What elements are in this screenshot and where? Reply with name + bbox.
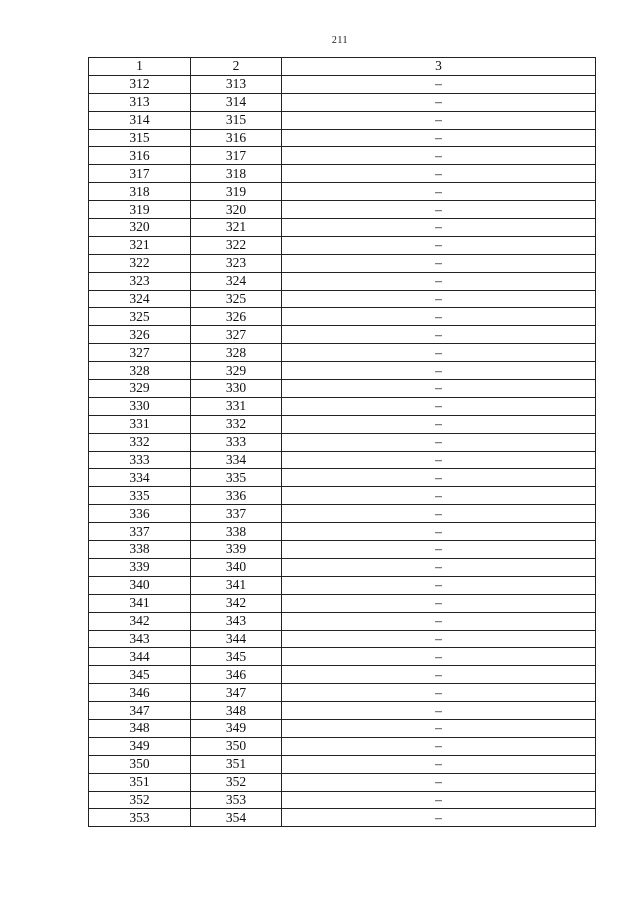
table-cell-col-2: 316 bbox=[191, 129, 282, 147]
table-cell-col-2: 314 bbox=[191, 93, 282, 111]
table-cell-col-1: 344 bbox=[89, 648, 191, 666]
table-cell-col-3: – bbox=[282, 111, 596, 129]
table-cell-col-3: – bbox=[282, 433, 596, 451]
table-cell-col-2: 318 bbox=[191, 165, 282, 183]
table-row bbox=[89, 558, 596, 576]
table-cell-col-3: – bbox=[282, 165, 596, 183]
table-row bbox=[89, 630, 596, 648]
table-cell-col-3: – bbox=[282, 755, 596, 773]
table-cell-col-1: 335 bbox=[89, 487, 191, 505]
table-cell-col-3: – bbox=[282, 129, 596, 147]
table-cell-col-3: – bbox=[282, 487, 596, 505]
table-cell-col-3: – bbox=[282, 236, 596, 254]
table-cell-col-1: 323 bbox=[89, 272, 191, 290]
table-cell-col-2: 333 bbox=[191, 433, 282, 451]
table-row bbox=[89, 272, 596, 290]
table-cell-col-1: 336 bbox=[89, 505, 191, 523]
table-cell-col-1: 330 bbox=[89, 397, 191, 415]
table-cell-col-3: – bbox=[282, 93, 596, 111]
table-row bbox=[89, 773, 596, 791]
table-cell-col-2: 322 bbox=[191, 236, 282, 254]
table-cell-col-1: 346 bbox=[89, 684, 191, 702]
table-cell-col-2: 340 bbox=[191, 558, 282, 576]
table-cell-col-3: – bbox=[282, 523, 596, 541]
table-cell-col-1: 316 bbox=[89, 147, 191, 165]
table-cell-col-2: 349 bbox=[191, 719, 282, 737]
table-cell-col-3: – bbox=[282, 344, 596, 362]
table-cell-col-3: – bbox=[282, 380, 596, 398]
table-cell-col-3: – bbox=[282, 254, 596, 272]
table-cell-col-1: 331 bbox=[89, 415, 191, 433]
table-cell-col-3: – bbox=[282, 415, 596, 433]
table-row bbox=[89, 93, 596, 111]
table-cell-col-2: 345 bbox=[191, 648, 282, 666]
table-cell-col-1: 348 bbox=[89, 719, 191, 737]
table-row bbox=[89, 791, 596, 809]
table-cell-col-3: – bbox=[282, 272, 596, 290]
table-cell-col-1: 334 bbox=[89, 469, 191, 487]
table-cell-col-1: 321 bbox=[89, 236, 191, 254]
table-cell-col-3: – bbox=[282, 612, 596, 630]
table-row bbox=[89, 469, 596, 487]
table-cell-col-3: – bbox=[282, 397, 596, 415]
table-cell-col-2: 342 bbox=[191, 594, 282, 612]
table-cell-col-1: 343 bbox=[89, 630, 191, 648]
page-number: 211 bbox=[331, 35, 349, 46]
table-row bbox=[89, 737, 596, 755]
table-cell-col-3: – bbox=[282, 147, 596, 165]
table-cell-col-1: 347 bbox=[89, 702, 191, 720]
table-cell-col-2: 329 bbox=[191, 362, 282, 380]
table-row bbox=[89, 612, 596, 630]
table-cell-col-3: – bbox=[282, 737, 596, 755]
table-cell-col-3: – bbox=[282, 773, 596, 791]
table-body bbox=[89, 75, 596, 826]
table-row bbox=[89, 344, 596, 362]
table-cell-col-3: – bbox=[282, 505, 596, 523]
table-row bbox=[89, 147, 596, 165]
table-row bbox=[89, 183, 596, 201]
table-cell-col-2: 336 bbox=[191, 487, 282, 505]
table-row bbox=[89, 666, 596, 684]
table-cell-col-1: 322 bbox=[89, 254, 191, 272]
table-cell-col-1: 312 bbox=[89, 75, 191, 93]
table-row bbox=[89, 541, 596, 559]
table-cell-col-2: 313 bbox=[191, 75, 282, 93]
table-row bbox=[89, 362, 596, 380]
table-cell-col-2: 344 bbox=[191, 630, 282, 648]
table-cell-col-1: 328 bbox=[89, 362, 191, 380]
table-row bbox=[89, 594, 596, 612]
table-row bbox=[89, 165, 596, 183]
table-cell-col-3: – bbox=[282, 666, 596, 684]
table-cell-col-3: – bbox=[282, 719, 596, 737]
table-cell-col-2: 320 bbox=[191, 201, 282, 219]
table-row bbox=[89, 219, 596, 237]
table-cell-col-2: 325 bbox=[191, 290, 282, 308]
table-row bbox=[89, 684, 596, 702]
table-header-row bbox=[89, 58, 596, 76]
table-cell-col-2: 319 bbox=[191, 183, 282, 201]
table-cell-col-1: 342 bbox=[89, 612, 191, 630]
table-cell-col-1: 349 bbox=[89, 737, 191, 755]
table-cell-col-2: 346 bbox=[191, 666, 282, 684]
table-cell-col-1: 338 bbox=[89, 541, 191, 559]
table-row bbox=[89, 719, 596, 737]
table-cell-col-2: 315 bbox=[191, 111, 282, 129]
table-cell-col-2: 341 bbox=[191, 576, 282, 594]
table-cell-col-1: 324 bbox=[89, 290, 191, 308]
table-cell-col-3: – bbox=[282, 290, 596, 308]
table-cell-col-3: – bbox=[282, 469, 596, 487]
table-cell-col-1: 329 bbox=[89, 380, 191, 398]
table-cell-col-2: 350 bbox=[191, 737, 282, 755]
table-cell-col-3: – bbox=[282, 75, 596, 93]
table-row bbox=[89, 254, 596, 272]
table-cell-col-1: 314 bbox=[89, 111, 191, 129]
data-table bbox=[88, 57, 596, 827]
table-cell-col-3: – bbox=[282, 576, 596, 594]
table-cell-col-3: – bbox=[282, 558, 596, 576]
table-cell-col-2: 335 bbox=[191, 469, 282, 487]
table-cell-col-3: – bbox=[282, 201, 596, 219]
table-cell-col-1: 325 bbox=[89, 308, 191, 326]
table-row bbox=[89, 648, 596, 666]
table-cell-col-2: 330 bbox=[191, 380, 282, 398]
table-cell-col-3: – bbox=[282, 326, 596, 344]
table-row bbox=[89, 576, 596, 594]
table-cell-col-2: 327 bbox=[191, 326, 282, 344]
table-cell-col-2: 351 bbox=[191, 755, 282, 773]
table-cell-col-2: 337 bbox=[191, 505, 282, 523]
table-row bbox=[89, 75, 596, 93]
table-cell-col-1: 340 bbox=[89, 576, 191, 594]
table-cell-col-1: 339 bbox=[89, 558, 191, 576]
table-cell-col-1: 350 bbox=[89, 755, 191, 773]
table-row bbox=[89, 702, 596, 720]
table-cell-col-3: – bbox=[282, 451, 596, 469]
table-cell-col-3: – bbox=[282, 362, 596, 380]
table-cell-col-3: – bbox=[282, 308, 596, 326]
table-row bbox=[89, 505, 596, 523]
table-cell-col-1: 319 bbox=[89, 201, 191, 219]
table-cell-col-1: 341 bbox=[89, 594, 191, 612]
table-row bbox=[89, 129, 596, 147]
table-cell-col-1: 313 bbox=[89, 93, 191, 111]
table-row bbox=[89, 755, 596, 773]
table-cell-col-2: 352 bbox=[191, 773, 282, 791]
table-cell-col-1: 353 bbox=[89, 809, 191, 827]
table-row bbox=[89, 433, 596, 451]
table-cell-col-3: – bbox=[282, 594, 596, 612]
table-cell-col-1: 333 bbox=[89, 451, 191, 469]
table-cell-col-2: 347 bbox=[191, 684, 282, 702]
table-cell-col-3: – bbox=[282, 684, 596, 702]
table-cell-col-3: – bbox=[282, 219, 596, 237]
table-cell-col-3: – bbox=[282, 702, 596, 720]
table-cell-col-3: – bbox=[282, 648, 596, 666]
table-row bbox=[89, 308, 596, 326]
table-row bbox=[89, 326, 596, 344]
table-row bbox=[89, 809, 596, 827]
column-header-3: 3 bbox=[282, 58, 596, 76]
table-cell-col-2: 339 bbox=[191, 541, 282, 559]
table-cell-col-2: 317 bbox=[191, 147, 282, 165]
table-cell-col-1: 345 bbox=[89, 666, 191, 684]
table-cell-col-2: 354 bbox=[191, 809, 282, 827]
table-cell-col-2: 324 bbox=[191, 272, 282, 290]
table-cell-col-2: 326 bbox=[191, 308, 282, 326]
table-row bbox=[89, 201, 596, 219]
table-cell-col-1: 315 bbox=[89, 129, 191, 147]
table-cell-col-1: 318 bbox=[89, 183, 191, 201]
table-cell-col-1: 351 bbox=[89, 773, 191, 791]
table-cell-col-2: 334 bbox=[191, 451, 282, 469]
table-row bbox=[89, 451, 596, 469]
table-cell-col-2: 338 bbox=[191, 523, 282, 541]
table-cell-col-1: 320 bbox=[89, 219, 191, 237]
table-cell-col-3: – bbox=[282, 183, 596, 201]
table-row bbox=[89, 415, 596, 433]
table-cell-col-1: 337 bbox=[89, 523, 191, 541]
table-row bbox=[89, 111, 596, 129]
table-cell-col-2: 331 bbox=[191, 397, 282, 415]
table-cell-col-2: 332 bbox=[191, 415, 282, 433]
table-cell-col-1: 332 bbox=[89, 433, 191, 451]
table-cell-col-2: 328 bbox=[191, 344, 282, 362]
table-cell-col-2: 343 bbox=[191, 612, 282, 630]
table-cell-col-3: – bbox=[282, 541, 596, 559]
table-cell-col-2: 348 bbox=[191, 702, 282, 720]
table-row bbox=[89, 236, 596, 254]
table-cell-col-1: 327 bbox=[89, 344, 191, 362]
table-cell-col-1: 317 bbox=[89, 165, 191, 183]
column-header-1: 1 bbox=[89, 58, 191, 76]
column-header-2: 2 bbox=[191, 58, 282, 76]
table-cell-col-2: 353 bbox=[191, 791, 282, 809]
table-cell-col-3: – bbox=[282, 791, 596, 809]
table-cell-col-2: 321 bbox=[191, 219, 282, 237]
table-row bbox=[89, 397, 596, 415]
table-cell-col-1: 326 bbox=[89, 326, 191, 344]
table-cell-col-1: 352 bbox=[89, 791, 191, 809]
table-row bbox=[89, 380, 596, 398]
table-cell-col-2: 323 bbox=[191, 254, 282, 272]
table-row bbox=[89, 487, 596, 505]
table-row bbox=[89, 523, 596, 541]
table-cell-col-3: – bbox=[282, 809, 596, 827]
table-cell-col-3: – bbox=[282, 630, 596, 648]
table-row bbox=[89, 290, 596, 308]
